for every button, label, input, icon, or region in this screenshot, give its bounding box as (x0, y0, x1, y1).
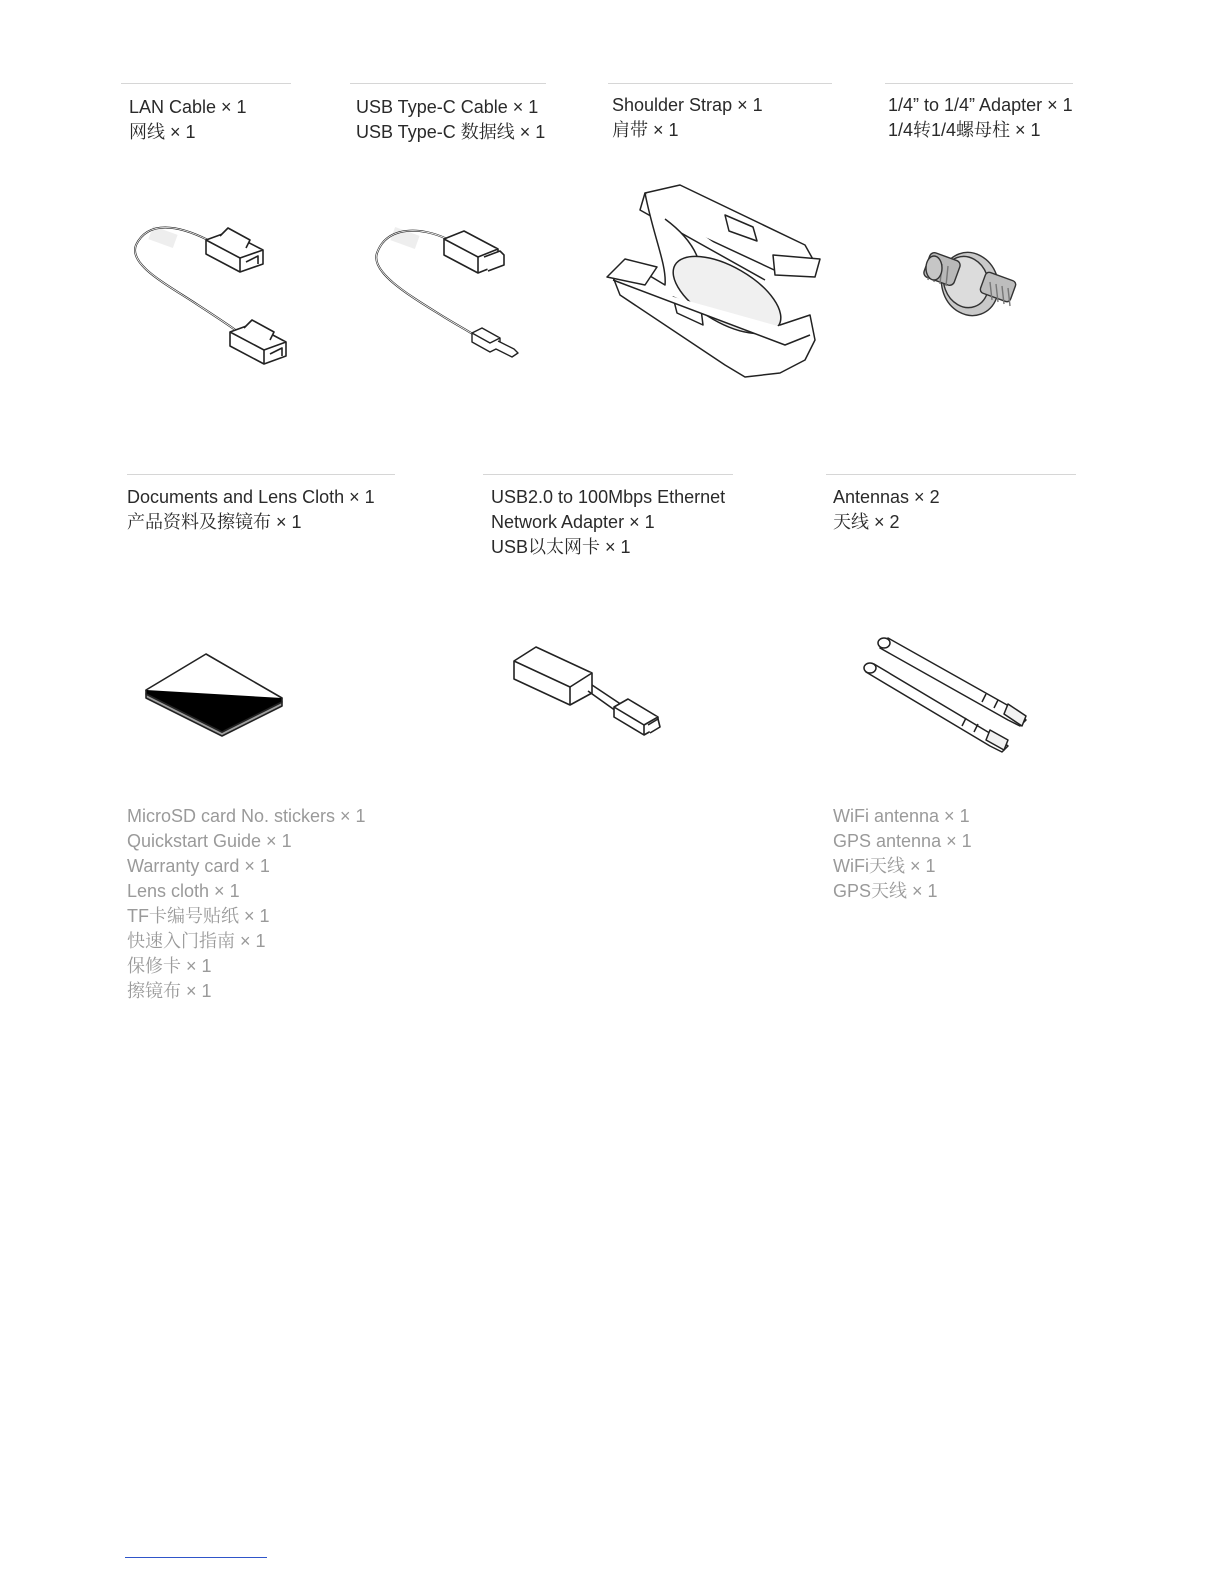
antennas-icon (866, 634, 1036, 754)
detail-item: WiFi天线 × 1 (833, 856, 936, 876)
label-line-en: Antennas × 2 (833, 487, 940, 507)
shoulder-strap-icon (605, 185, 825, 380)
item-label-lan-cable (129, 95, 247, 145)
divider-antennas (826, 474, 1076, 475)
label-line-en-1: USB2.0 to 100Mbps Ethernet (491, 487, 726, 507)
divider-usb-c (350, 83, 546, 84)
detail-item: WiFi antenna × 1 (833, 806, 970, 826)
item-label-adapter (888, 93, 1073, 143)
divider-ethernet (483, 474, 733, 475)
detail-item: 快速入门指南 × 1 (127, 931, 266, 951)
item-label-shoulder-strap (612, 93, 763, 143)
ethernet-adapter-icon (512, 645, 662, 745)
label-line-en-2: Network Adapter × 1 (491, 512, 655, 532)
label-line-zh: 1/4转1/4螺母柱 × 1 (888, 120, 1041, 140)
label-line-en: 1/4” to 1/4” Adapter × 1 (888, 95, 1073, 115)
detail-item: TF卡编号贴纸 × 1 (127, 906, 270, 926)
item-label-ethernet-adapter (491, 485, 725, 560)
detail-item: GPS天线 × 1 (833, 881, 938, 901)
detail-item: Lens cloth × 1 (127, 881, 240, 901)
divider-documents (127, 474, 395, 475)
documents-detail-list (127, 804, 366, 1004)
divider-lan (121, 83, 291, 84)
label-line-en: Shoulder Strap × 1 (612, 95, 763, 115)
label-line-en: LAN Cable × 1 (129, 97, 247, 117)
label-line-zh: 产品资料及擦镜布 × 1 (127, 512, 302, 532)
item-label-usb-c-cable (356, 95, 545, 145)
footnote-rule (125, 1557, 267, 1558)
detail-item: 保修卡 × 1 (127, 956, 212, 976)
adapter-screw-icon (920, 242, 1020, 322)
item-label-documents (127, 485, 375, 535)
label-line-en: Documents and Lens Cloth × 1 (127, 487, 375, 507)
label-line-zh: 天线 × 2 (833, 512, 900, 532)
detail-item: MicroSD card No. stickers × 1 (127, 806, 366, 826)
item-label-antennas (833, 485, 940, 535)
lan-cable-icon (128, 220, 293, 370)
detail-item: 擦镜布 × 1 (127, 981, 212, 1001)
label-line-en: USB Type-C Cable × 1 (356, 97, 539, 117)
divider-strap (608, 83, 832, 84)
divider-adapter (885, 83, 1073, 84)
label-line-zh: USB以太网卡 × 1 (491, 537, 631, 557)
label-line-zh: 网线 × 1 (129, 122, 196, 142)
detail-item: Quickstart Guide × 1 (127, 831, 292, 851)
usb-c-cable-icon (372, 225, 522, 365)
label-line-zh: USB Type-C 数据线 × 1 (356, 122, 546, 142)
detail-item: Warranty card × 1 (127, 856, 270, 876)
documents-icon (144, 650, 284, 740)
antennas-detail-list (833, 804, 972, 904)
detail-item: GPS antenna × 1 (833, 831, 972, 851)
label-line-zh: 肩带 × 1 (612, 120, 679, 140)
